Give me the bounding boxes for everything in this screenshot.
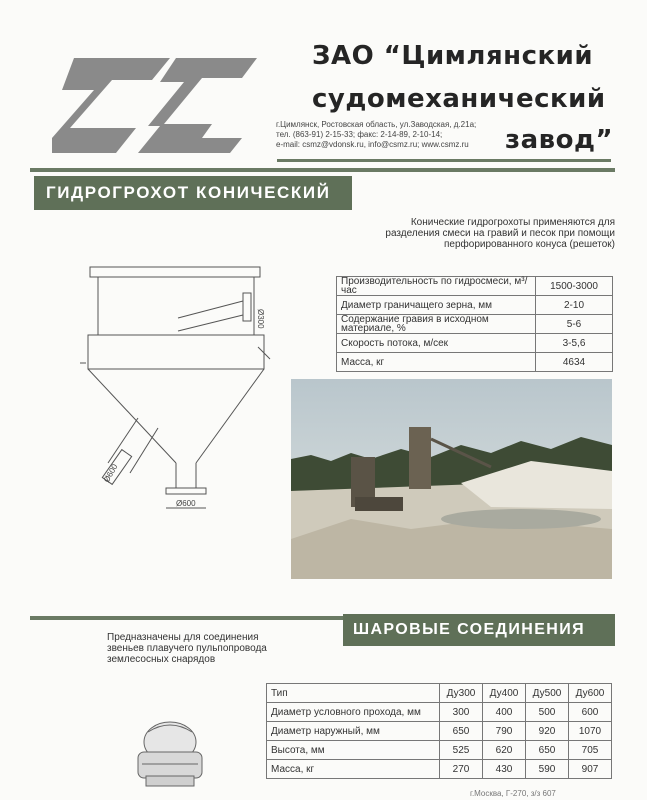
drawing-side-pipe <box>130 428 158 473</box>
table-cell: 430 <box>483 760 526 779</box>
header-divider <box>277 159 611 162</box>
table-row <box>337 353 613 372</box>
spec-label: Масса, кг <box>337 353 536 372</box>
company-logo <box>52 58 257 153</box>
table-cell: 590 <box>526 760 569 779</box>
drawing-inlet-pipe <box>178 315 243 331</box>
drawing-cone-right <box>196 369 264 463</box>
column-header: Ду400 <box>483 684 526 703</box>
column-header: Тип <box>267 684 440 703</box>
table-cell: Масса, кг <box>267 760 440 779</box>
description-line: землесосных снарядов <box>107 654 216 665</box>
description-line: Конические гидрогрохоты применяются для <box>410 217 615 228</box>
section1-description <box>340 217 615 250</box>
drawing-bottom-flange <box>166 488 206 494</box>
spec-label: Содержание гравия в исходном материале, % <box>337 315 536 334</box>
photo-water <box>441 509 601 529</box>
table-cell: 650 <box>440 722 483 741</box>
table-cell: 1070 <box>569 722 612 741</box>
drawing-cone-left <box>88 369 176 463</box>
section2-description <box>107 632 307 665</box>
table-cell: 525 <box>440 741 483 760</box>
table-row <box>337 277 613 296</box>
table-cell: 907 <box>569 760 612 779</box>
table-cell: Диаметр наружный, мм <box>267 722 440 741</box>
spec-value: 3-5,6 <box>536 334 613 353</box>
ball-joint-base <box>146 776 194 786</box>
drawing-label-d600-bottom: Ø600 <box>176 499 196 508</box>
ball-joints-table <box>266 683 612 779</box>
table-cell: 790 <box>483 722 526 741</box>
table-row <box>267 760 612 779</box>
drawing-mid-body <box>88 335 264 369</box>
email-link[interactable]: e-mail: csmz@vdonsk.ru, info@csmz.ru; www.csmz.ru <box>276 140 469 149</box>
quarry-photo <box>291 379 612 579</box>
drawing-inlet-flange <box>243 293 251 321</box>
table-cell: 400 <box>483 703 526 722</box>
table-cell: Диаметр условного прохода, мм <box>267 703 440 722</box>
spec-value: 2-10 <box>536 296 613 315</box>
spec-label: Скорость потока, м/сек <box>337 334 536 353</box>
table-row <box>337 296 613 315</box>
spec-label: Диаметр граничащего зерна, мм <box>337 296 536 315</box>
table-cell: 620 <box>483 741 526 760</box>
description-line: звеньев плавучего пульпопровода <box>107 643 267 654</box>
ball-joint-body <box>138 752 202 778</box>
ball-joint-image <box>128 714 212 790</box>
photo-foreground <box>291 519 612 579</box>
address: г.Цимлянск, Ростовская область, ул.Заводская, д.21а; <box>276 120 477 129</box>
section2-title: ШАРОВЫЕ СОЕДИНЕНИЯ <box>343 614 615 646</box>
drawing-side-pipe <box>108 418 138 463</box>
table-row <box>337 334 613 353</box>
table-cell: 270 <box>440 760 483 779</box>
table-header-row <box>267 684 612 703</box>
photo-machinery <box>355 497 403 511</box>
table-row <box>267 741 612 760</box>
company-name-line3: завод” <box>505 125 614 155</box>
table-cell: 500 <box>526 703 569 722</box>
description-line: перфорированного конуса (решеток) <box>444 239 615 250</box>
section1-band <box>30 168 615 172</box>
contact-info <box>276 120 506 150</box>
column-header: Ду600 <box>569 684 612 703</box>
company-name-line2: судомеханический <box>312 84 606 114</box>
table-row <box>267 722 612 741</box>
footer-note: г.Москва, Г-270, з/з 607 <box>470 789 556 798</box>
drawing-inlet-pipe <box>178 301 243 318</box>
table-row <box>337 315 613 334</box>
drawing-top-flange <box>90 267 260 277</box>
table-cell: 705 <box>569 741 612 760</box>
table-cell: 600 <box>569 703 612 722</box>
spec-value: 4634 <box>536 353 613 372</box>
description-line: Предназначены для соединения <box>107 632 259 643</box>
column-header: Ду300 <box>440 684 483 703</box>
hydroscreen-specs-table <box>336 276 613 372</box>
spec-label: Производительность по гидросмеси, м³/час <box>337 277 536 296</box>
section1-title: ГИДРОГРОХОТ КОНИЧЕСКИЙ <box>34 176 352 210</box>
company-name-line1: ЗАО “Цимлянский <box>312 41 594 71</box>
column-header: Ду500 <box>526 684 569 703</box>
spec-value: 5-6 <box>536 315 613 334</box>
description-line: разделения смеси на гравий и песок при помощи <box>385 228 615 239</box>
hydroscreen-drawing <box>78 263 308 523</box>
spec-value: 1500-3000 <box>536 277 613 296</box>
table-cell: 920 <box>526 722 569 741</box>
drawing-label-d300: Ø300 <box>256 309 265 329</box>
phones: тел. (863-91) 2-15-33; факс: 2-14-89, 2-10-14; <box>276 130 443 139</box>
table-row <box>267 703 612 722</box>
table-cell: 650 <box>526 741 569 760</box>
photo-tower <box>409 427 431 489</box>
table-cell: Высота, мм <box>267 741 440 760</box>
drawing-label-d600-side: Ø600 <box>101 462 120 484</box>
table-cell: 300 <box>440 703 483 722</box>
